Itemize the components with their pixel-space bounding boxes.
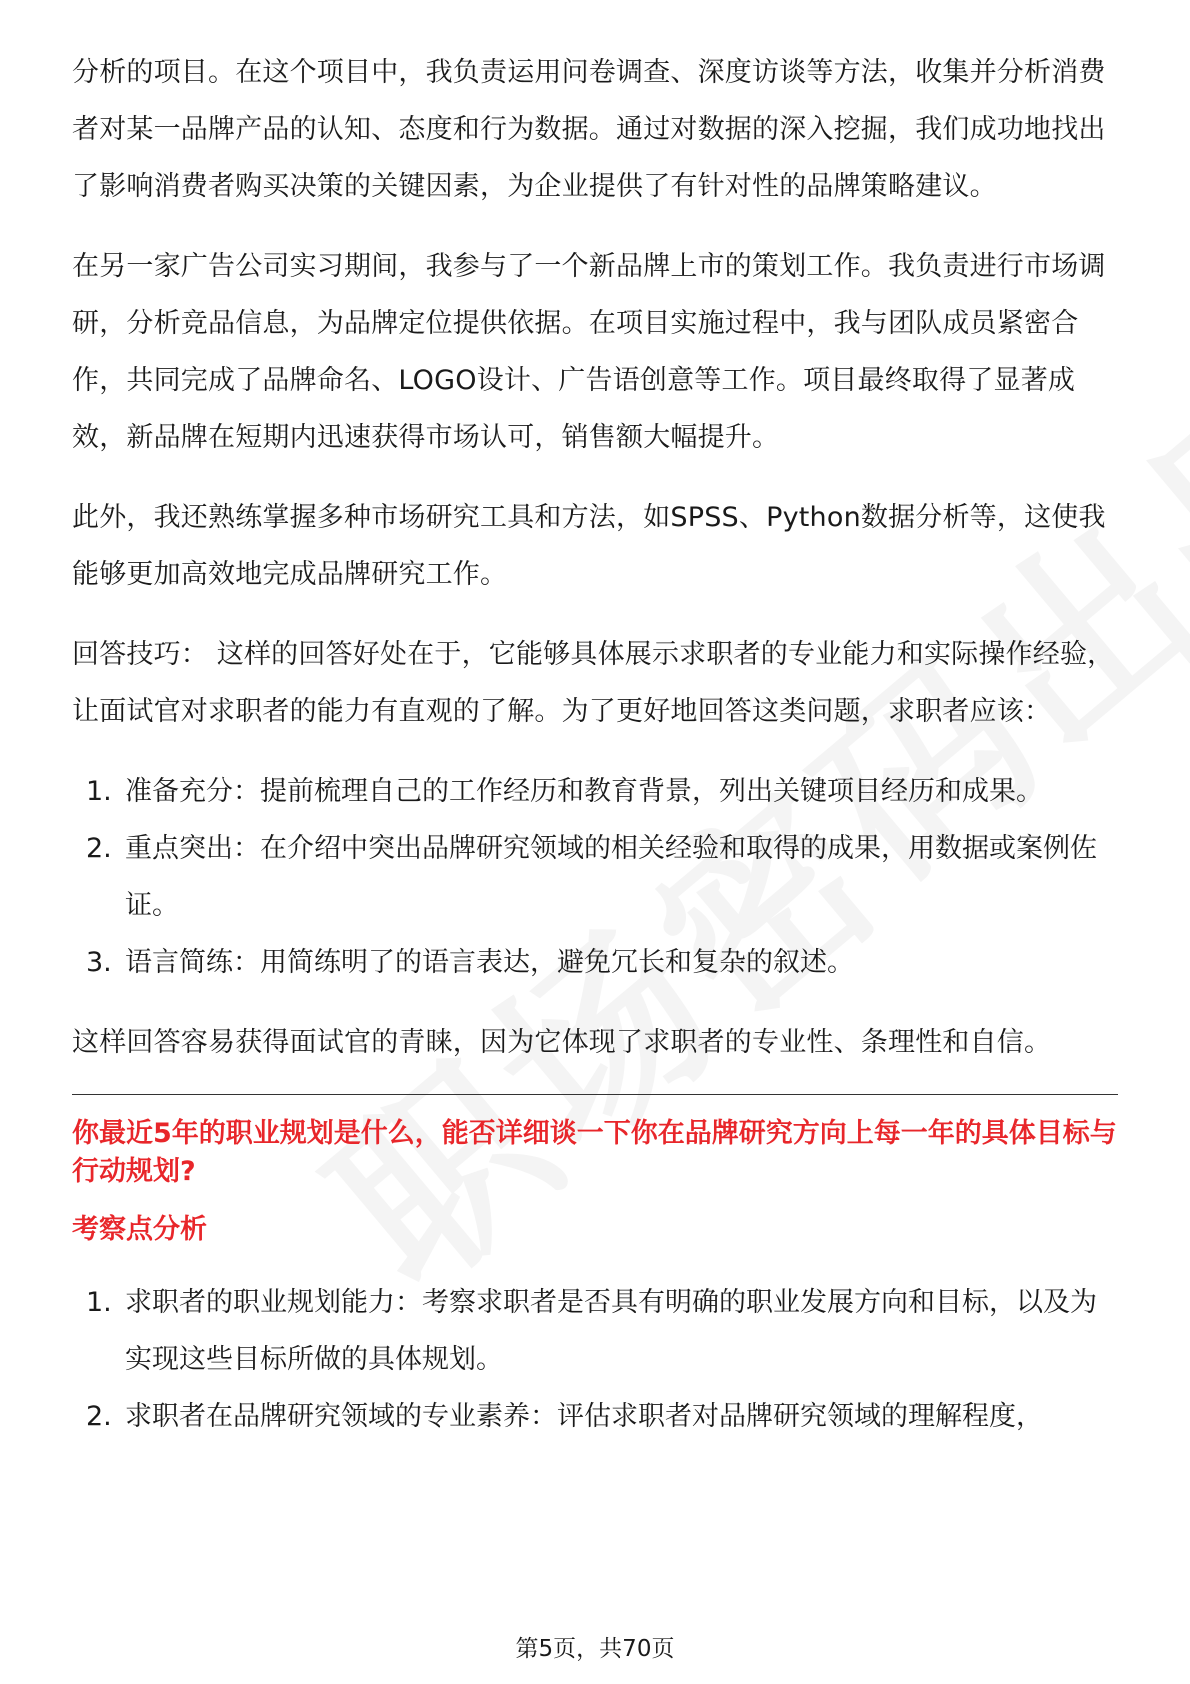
interview-question: 你最近5年的职业规划是什么，能否详细谈一下你在品牌研究方向上每一年的具体目标与行动规划?: [72, 1118, 1117, 1187]
page-content: [72, 44, 1118, 1468]
paragraph-conclusion: 这样回答容易获得面试官的青睐，因为它体现了求职者的专业性、条理性和自信。: [72, 1027, 1052, 1058]
list-item-number: 1.: [86, 1287, 112, 1318]
list-item-text: 重点突出：在介绍中突出品牌研究领域的相关经验和取得的成果，用数据或案例佐证。: [125, 833, 1097, 921]
list-item-text: 语言简练：用简练明了的语言表达，避免冗长和复杂的叙述。: [125, 947, 854, 978]
list-item-number: 2.: [86, 833, 112, 864]
analysis-list: [72, 1274, 1118, 1445]
analysis-heading: 考察点分析: [72, 1214, 207, 1245]
paragraph-answer-tips: 回答技巧： 这样的回答好处在于，它能够具体展示求职者的专业能力和实际操作经验，让面试官对求职者的能力有直观的了解。为了更好地回答这类问题，求职者应该：: [72, 639, 1115, 727]
paragraph-ad-internship: 在另一家广告公司实习期间，我参与了一个新品牌上市的策划工作。我负责进行市场调研，分析竞品信息，为品牌定位提供依据。在项目实施过程中，我与团队成员紧密合作，共同完成了品牌命名、LOGO设计、广告语创意等工作。项目最终取得了显著成效，新品牌在短期内迅速获得市场认可，销售额大幅提升。: [72, 251, 1106, 453]
list-item-text: 求职者在品牌研究领域的专业素养：评估求职者对品牌研究领域的理解程度，: [125, 1401, 1043, 1432]
paragraph-project-experience: 分析的项目。在这个项目中，我负责运用问卷调查、深度访谈等方法，收集并分析消费者对某一品牌产品的认知、态度和行为数据。通过对数据的深入挖掘，我们成功地找出了影响消费者购买决策的关键因素，为企业提供了有针对性的品牌策略建议。: [72, 57, 1106, 202]
tips-list: [72, 763, 1118, 991]
list-item-number: 3.: [86, 947, 112, 978]
list-item-number: 2.: [86, 1401, 112, 1432]
list-item: [72, 763, 1118, 820]
list-item: [72, 1388, 1118, 1445]
list-item: [72, 1274, 1118, 1388]
list-item-text: 准备充分：提前梳理自己的工作经历和教育背景，列出关键项目经历和成果。: [125, 776, 1043, 807]
list-item-number: 1.: [86, 776, 112, 807]
list-item-text: 求职者的职业规划能力：考察求职者是否具有明确的职业发展方向和目标，以及为实现这些目标所做的具体规划。: [125, 1287, 1097, 1375]
list-item: [72, 820, 1118, 934]
paragraph-tools: 此外，我还熟练掌握多种市场研究工具和方法，如SPSS、Python数据分析等，这使我能够更加高效地完成品牌研究工作。: [72, 502, 1106, 590]
page-footer: 第5页，共70页: [515, 1636, 675, 1662]
list-item: [72, 934, 1118, 991]
section-divider: [72, 1094, 1118, 1095]
